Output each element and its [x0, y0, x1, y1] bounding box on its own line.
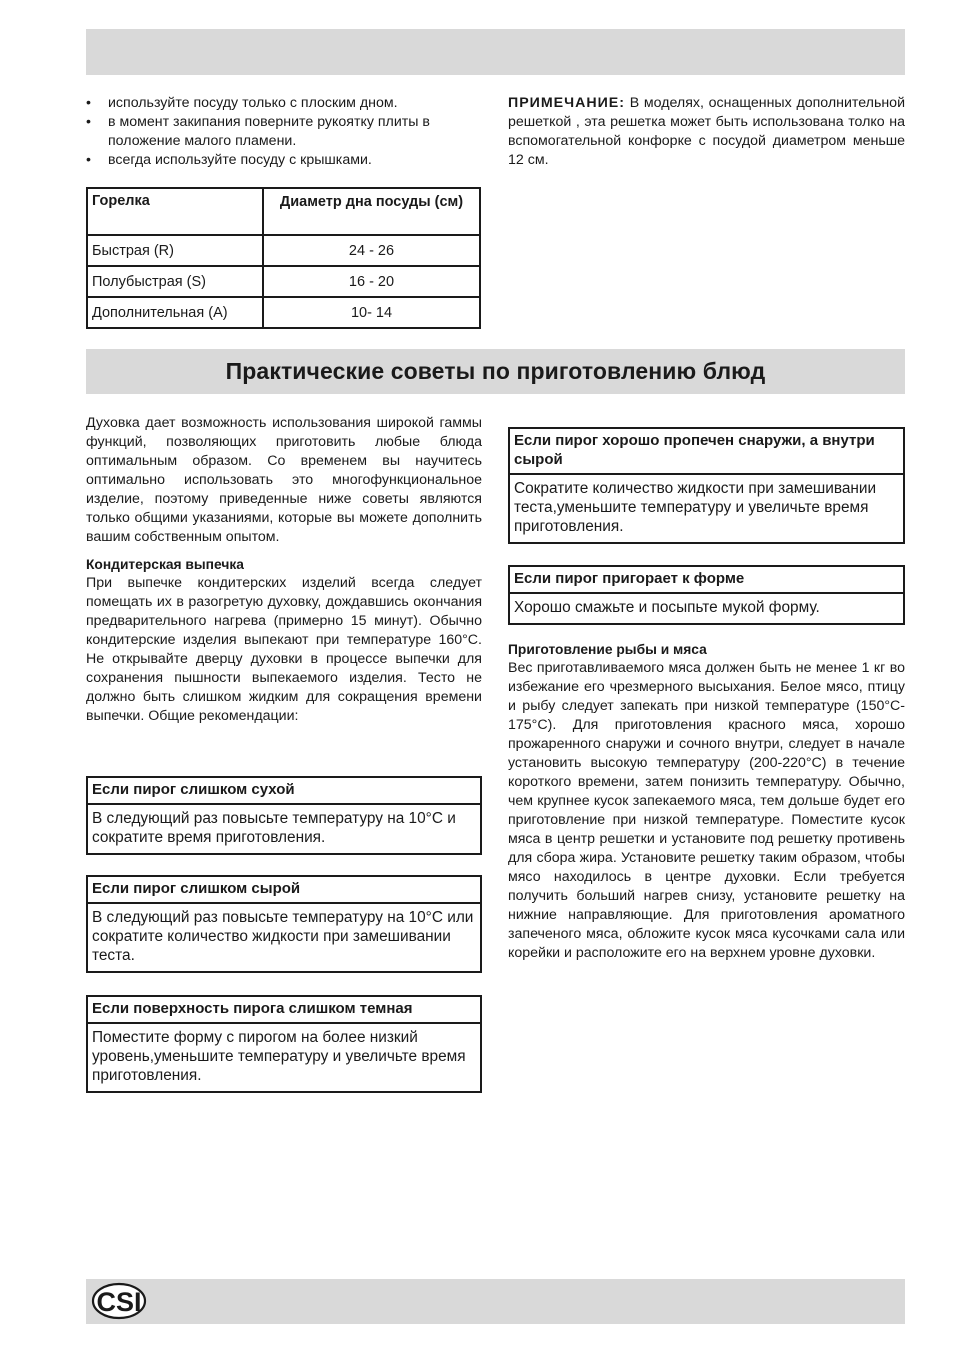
footer-band [86, 1279, 905, 1324]
burner-name: Дополнительная (A) [87, 297, 263, 328]
note-label: ПРИМЕЧАНИЕ: [508, 95, 625, 111]
meat-fish-section [508, 640, 905, 963]
table-row [87, 266, 480, 297]
list-item: • в момент закипания поверните рукоятку плиты в положение малого пламени. [86, 113, 482, 151]
tip-text: Сократите количество жидкости при замешивании теста,уменьшите температуру и увеличьте время приготовления. [514, 480, 877, 535]
tip-text: В следующий раз повысьте температуру на 10°C и сократите время приготовления. [92, 810, 456, 846]
column-header-burner: Горелка [87, 188, 263, 235]
usage-tips-list [86, 94, 482, 170]
logo-text: CSI [96, 1287, 142, 1317]
table-header-row [87, 188, 480, 235]
csi-logo [91, 1282, 147, 1320]
tip-text: В следующий раз повысьте температуру на 10°C или сократите количество жидкости при замешивании теста. [92, 909, 474, 964]
tip-heading: Если пирог хорошо пропечен снаружи, а внутри сырой [510, 429, 903, 475]
section-heading-band [86, 349, 905, 394]
section-title: Практические советы по приготовлению блюд [225, 358, 766, 384]
tip-box-cake-too-raw [86, 875, 482, 973]
list-item: • всегда используйте посуду с крышками. [86, 151, 482, 170]
left-column-text [86, 414, 482, 726]
burner-name: Полубыстрая (S) [87, 266, 263, 297]
diameter-value: 24 - 26 [263, 235, 480, 266]
tip-text: Поместите форму с пирогом на более низкий уровень,уменьшите температуру и увеличьте время приготовления. [92, 1029, 466, 1084]
tip-text: Хорошо смажьте и посыпьте мукой форму. [514, 599, 820, 616]
note-paragraph [508, 94, 905, 170]
tip-box-surface-too-dark [86, 995, 482, 1093]
burner-name: Быстрая (R) [87, 235, 263, 266]
diameter-value: 16 - 20 [263, 266, 480, 297]
burner-diameter-table [86, 187, 481, 329]
meat-fish-paragraph: Вес приготавливаемого мяса должен быть не менее 1 кг во избежание его чрезмерного высыхания. Белое мясо, птицу и рыбу следует запекать при низкой температуре (150°C-175°C). Для приготовления красного мяса, хорошо прожаренного снаружи и сочного внутри, следует в начале установить высокую температуру (200-220°C) в течение короткого времени, затем понизить температуру. Обычно, чем крупнее кусок запекаемого мяса, тем дольше будет его приготовление при низкой температуре. Поместите кусок мяса в центр решетки и установите под решетку противень для сбора жира. Установите решетку таким образом, чтобы мясо находилось в центре духовки. Если требуется получить больший нагрев снизу, установите решетку на нижние направляющие. Для приготовления ароматного запеченого мяса, обложите кусок мяса кусочками сала или корейки и расположите его на верхнем уровне духовки. [508, 660, 905, 961]
pastry-paragraph: При выпечке кондитерских изделий всегда следует помещать их в разогретую духовку, дождавшись окончания предварительного нагрева (примерно 15 минут). Обычно кондитерские изделия выпекают при температуре 160°C. Не открывайте дверцу духовки в процессе выпечки для сохранения пышности выпекаемого изделия. Тесто не должно быть слишком жидким для сокращения времени выпечки. Общие рекомендации: [86, 575, 482, 724]
tip-heading: Если пирог слишком сухой [88, 778, 480, 805]
list-item: • используйте посуду только с плоским дном. [86, 94, 482, 113]
column-header-diameter: Диаметр дна посуды (см) [263, 188, 480, 235]
pastry-heading: Кондитерская выпечка [86, 557, 244, 572]
tip-box-baked-outside-raw-inside [508, 427, 905, 544]
oven-intro-paragraph: Духовка дает возможность использования широкой гаммы функций, позволяющих приготовить любые блюда оптимальным образом. Со временем вы научитесь оптимально использовать это многофункциональное изделие, поэтому приведенные ниже советы являются только общими указаниями, которые вы можете дополнить вашим собственным опытом. [86, 415, 482, 545]
tip-box-cake-sticks-to-pan [508, 565, 905, 625]
table-row [87, 297, 480, 328]
tip-heading: Если пирог пригорает к форме [510, 567, 903, 594]
tip-box-cake-too-dry [86, 776, 482, 855]
note-text: В моделях, оснащенных дополнительной решеткой , эта решетка может быть использована толко на вспомогательной конфорке с посудой диаметром меньше 12 см. [508, 95, 905, 168]
tip-heading: Если пирог слишком сырой [88, 877, 480, 904]
meat-fish-heading: Приготовление рыбы и мяса [508, 642, 707, 657]
tip-heading: Если поверхность пирога слишком темная [88, 997, 480, 1024]
table-row [87, 235, 480, 266]
diameter-value: 10- 14 [263, 297, 480, 328]
header-band [86, 29, 905, 75]
